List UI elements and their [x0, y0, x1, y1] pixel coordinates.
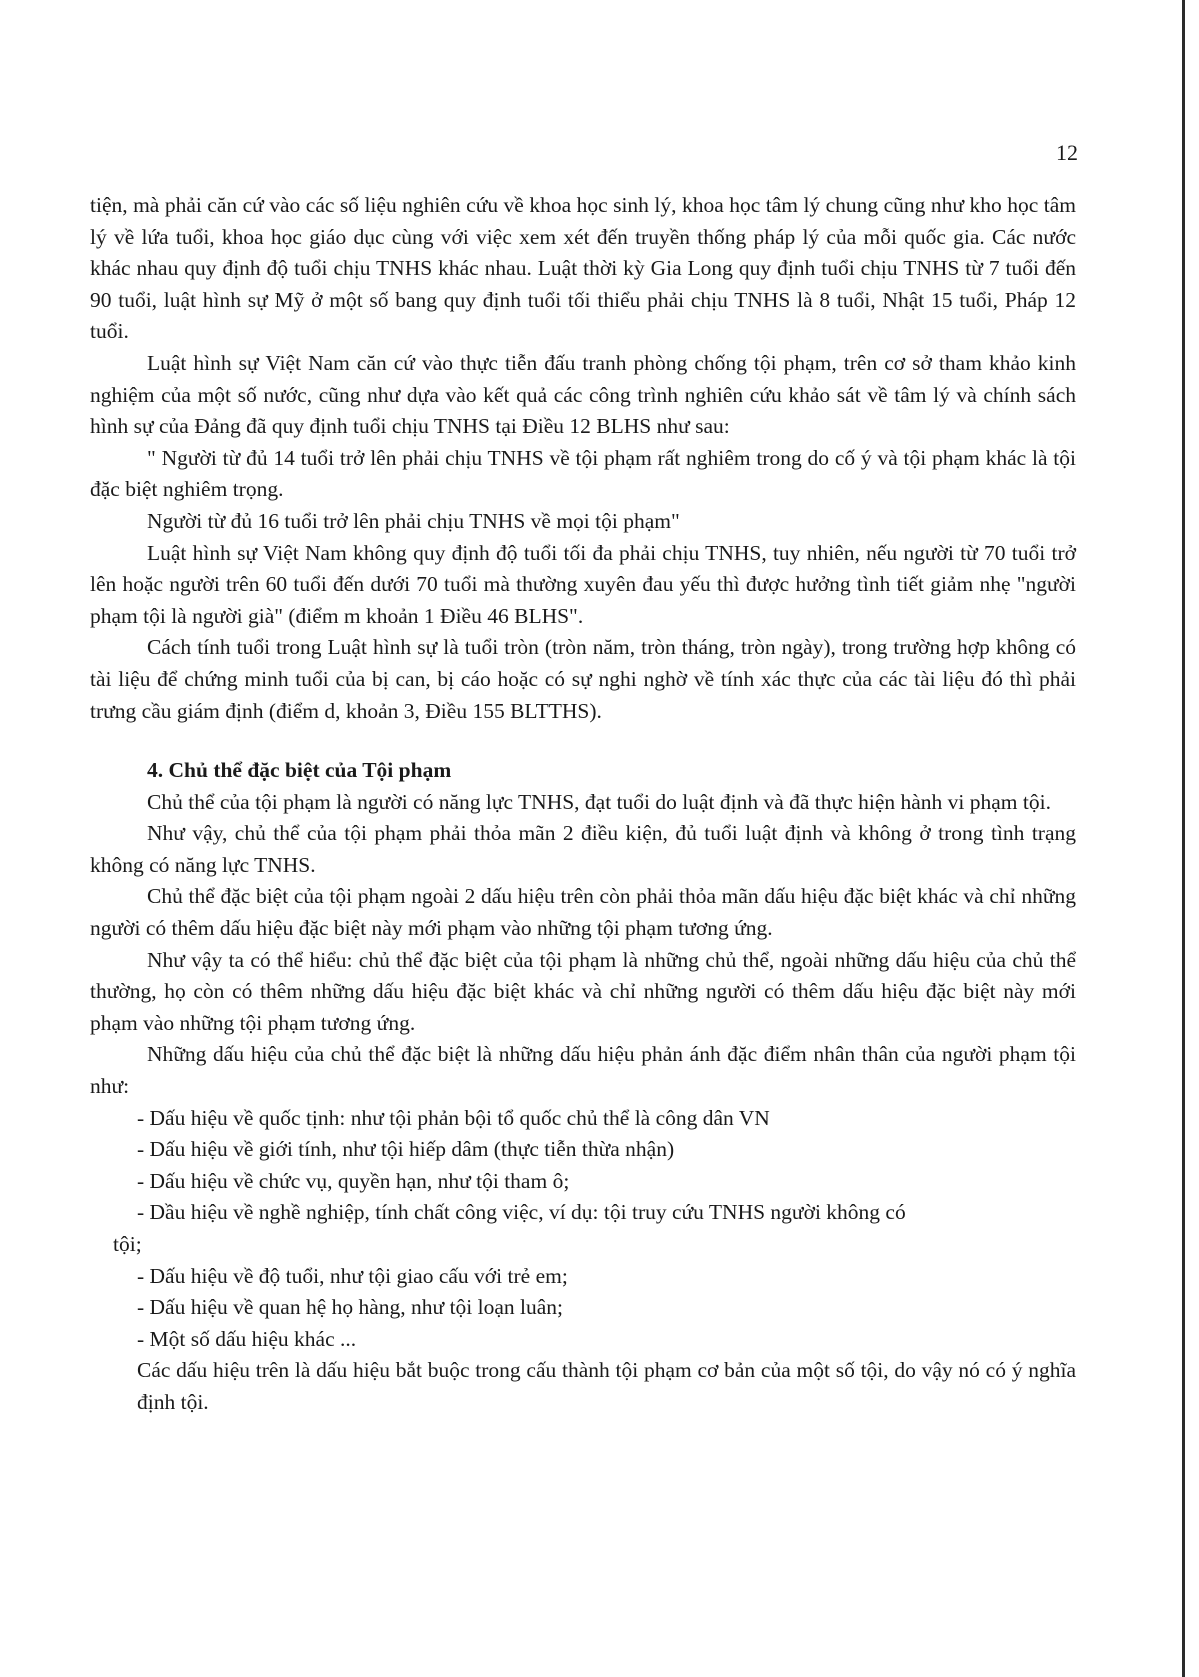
- paragraph-quote-16: Người từ đủ 16 tuổi trở lên phải chịu TNHS về mọi tội phạm": [147, 508, 680, 533]
- section-paragraph: Như vậy ta có thể hiểu: chủ thể đặc biệt của tội phạm là những chủ thể, ngoài những dấu hiệu của chủ thể thường, họ còn có thêm những dấu hiệu đặc biệt khác và chỉ những người có thêm dấu hiệu đặc biệt này mới phạm vào những tội phạm tương ứng.: [90, 947, 1076, 1035]
- list-item: - Dấu hiệu về quốc tịnh: như tội phản bội tổ quốc chủ thể là công dân VN: [137, 1105, 770, 1130]
- section-paragraph: Chủ thể của tội phạm là người có năng lực TNHS, đạt tuổi do luật định và đã thực hiện hành vi phạm tội.: [147, 789, 1051, 814]
- section-heading: 4. Chủ thể đặc biệt của Tội phạm: [147, 758, 452, 783]
- list-item: - Một số dấu hiệu khác ...: [137, 1326, 357, 1351]
- paragraph-quote-14: " Người từ đủ 14 tuổi trở lên phải chịu TNHS về tội phạm rất nghiêm trong do cố ý và tội phạm khác là tội đặc biệt nghiêm trọng.: [90, 445, 1076, 502]
- paragraph-vietnam-law: Luật hình sự Việt Nam căn cứ vào thực tiễn đấu tranh phòng chống tội phạm, trên cơ sở tham khảo kinh nghiệm của một số nước, cũng như dựa vào kết quả các công trình nghiên cứu khảo sát về tâm lý và chính sách hình sự của Đảng đã quy định tuổi chịu TNHS tại Điều 12 BLHS như sau:: [90, 350, 1076, 439]
- paragraph-age-standards: tiện, mà phải căn cứ vào các số liệu nghiên cứu về khoa học sinh lý, khoa học tâm lý chung cũng như kho học tâm lý về lứa tuổi, khoa học giáo dục cùng với việc xem xét đến truyền thống pháp lý của mỗi quốc gia. Các nước khác nhau quy định độ tuổi chịu TNHS khác nhau. Luật thời kỳ Gia Long quy định tuổi chịu TNHS từ 7 tuổi đến 90 tuổi, luật hình sự Mỹ ở một số bang quy định tuổi tối thiểu phải chịu TNHS là 8 tuổi, Nhật 15 tuổi, Pháp 12 tuổi.: [90, 193, 1076, 344]
- paragraph-max-age: Luật hình sự Việt Nam không quy định độ tuổi tối đa phải chịu TNHS, tuy nhiên, nếu người từ 70 tuổi trở lên hoặc người trên 60 tuổi đến dưới 70 tuổi mà thường xuyên đau yếu thì được hưởng tình tiết giảm nhẹ "người phạm tội là người già" (điểm m khoản 1 Điều 46 BLHS".: [90, 540, 1076, 628]
- list-item: - Dấu hiệu về độ tuổi, như tội giao cấu với trẻ em;: [137, 1263, 568, 1288]
- page-number: 12: [1056, 140, 1078, 165]
- document-body: [90, 190, 1076, 1419]
- section-paragraph: Chủ thể đặc biệt của tội phạm ngoài 2 dấu hiệu trên còn phải thỏa mãn dấu hiệu đặc biệt khác và chỉ những người có thêm dấu hiệu đặc biệt này mới phạm vào những tội phạm tương ứng.: [90, 884, 1076, 941]
- list-item: - Dấu hiệu về giới tính, như tội hiếp dâm (thực tiễn thừa nhận): [137, 1137, 675, 1162]
- list-item-continuation: tội;: [113, 1232, 142, 1256]
- section-paragraph: Những dấu hiệu của chủ thể đặc biệt là những dấu hiệu phản ánh đặc điểm nhân thân của người phạm tội như:: [90, 1042, 1076, 1099]
- section-paragraph: Như vậy, chủ thể của tội phạm phải thỏa mãn 2 điều kiện, đủ tuổi luật định và không ở trong tình trạng không có năng lực TNHS.: [90, 821, 1076, 877]
- list-item: - Dấu hiệu về chức vụ, quyền hạn, như tội tham ô;: [137, 1168, 570, 1193]
- paragraph-age-calculation: Cách tính tuổi trong Luật hình sự là tuổi tròn (tròn năm, tròn tháng, tròn ngày), trong trường hợp không có tài liệu để chứng minh tuổi của bị can, bị cáo hoặc có sự nghi nghờ về tính xác thực của các tài liệu đó thì phải trưng cầu giám định (điểm d, khoản 3, Điều 155 BLTTHS).: [90, 635, 1076, 723]
- scan-edge-line: [1182, 0, 1185, 1677]
- closing-paragraph: Các dấu hiệu trên là dấu hiệu bắt buộc trong cấu thành tội phạm cơ bản của một số tội, do vậy nó có ý nghĩa định tội.: [137, 1358, 1076, 1414]
- list-item: - Dấu hiệu về quan hệ họ hàng, như tội loạn luân;: [137, 1295, 564, 1320]
- list-item: - Dầu hiệu về nghề nghiệp, tính chất công việc, ví dụ: tội truy cứu TNHS người không có: [137, 1200, 906, 1225]
